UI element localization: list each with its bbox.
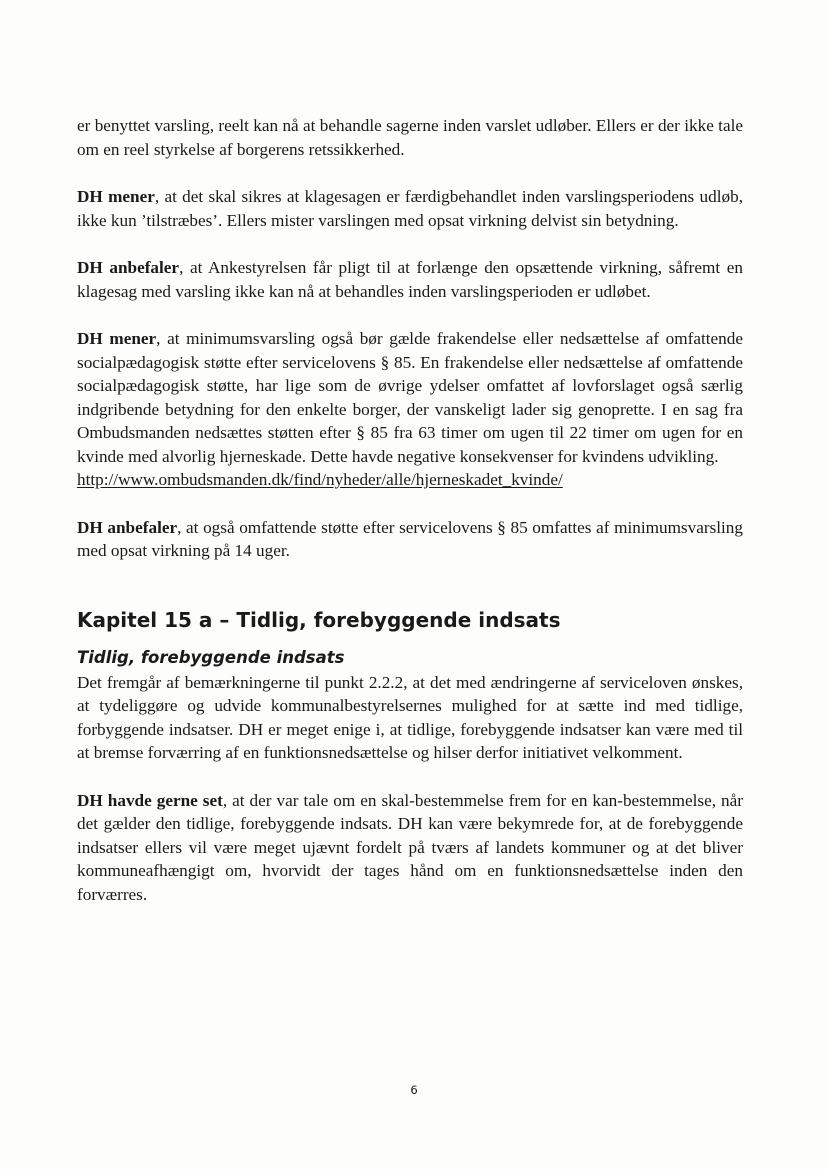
paragraph-lead: DH mener: [77, 329, 157, 348]
paragraph-dh-mener-1: [77, 185, 743, 232]
paragraph-dh-havde-gerne-set: [77, 789, 743, 907]
paragraph-text: , at det skal sikres at klagesagen er færdigbehandlet inden varslingsperiodens udløb, ikke kun ’tilstræbes’. Ellers mister varslingen med opsat virkning delvist sin betydning.: [77, 187, 744, 230]
paragraph-dh-mener-2: [77, 327, 743, 492]
section-heading: Tidlig, forebyggende indsats: [77, 648, 345, 667]
paragraph-continuation: [77, 114, 743, 161]
paragraph-text: , at Ankestyrelsen får pligt til at forlænge den opsættende virkning, såfremt en klagesag med varsling ikke kan nå at behandles inden varslingsperioden er udløbet.: [77, 258, 743, 301]
paragraph-section-intro: [77, 671, 743, 765]
paragraph-text: er benyttet varsling, reelt kan nå at behandle sagerne inden varslet udløber. Ellers er der ikke tale om en reel styrkelse af borgerens retssikkerhed.: [77, 116, 743, 159]
paragraph-dh-anbefaler-1: [77, 256, 743, 303]
chapter-heading: Kapitel 15 a – Tidlig, forebyggende indsats: [77, 607, 561, 632]
ombudsmanden-link[interactable]: http://www.ombudsmanden.dk/find/nyheder/alle/hjerneskadet_kvinde/: [77, 470, 563, 489]
paragraph-text: , at minimumsvarsling også bør gælde frakendelse eller nedsættelse af omfattende socialpædagogisk støtte efter servicelovens § 85. En frakendelse eller nedsættelse af omfattende socialpædagogisk støtte, har lige som de øvrige ydelser omfattet af lovforslaget også særlig indgribende betydning for den enkelte borger, der vanskeligt lader sig genoprette. I en sag fra Ombudsmanden nedsættes støtten efter § 85 fra 63 timer om ugen til 22 timer om ugen for en kvinde med alvorlig hjerneskade. Dette havde negative konsekvenser for kvindens udvikling.: [77, 329, 743, 466]
paragraph-dh-anbefaler-2: [77, 516, 743, 563]
page-content: [77, 114, 743, 930]
paragraph-text: , at også omfattende støtte efter servicelovens § 85 omfattes af minimumsvarsling med opsat virkning på 14 uger.: [77, 517, 743, 560]
paragraph-lead: DH havde gerne set: [77, 790, 223, 810]
paragraph-lead: DH mener: [77, 187, 155, 206]
page-number: 6: [410, 1083, 418, 1097]
paragraph-lead: DH anbefaler: [77, 258, 180, 277]
paragraph-lead: DH anbefaler: [77, 517, 178, 537]
paragraph-text: , at der var tale om en skal-bestemmelse frem for en kan-bestemmelse, når det gælder den tidlige, forebyggende indsats. DH kan være bekymrede for, at de forebyggende indsatser ellers vil være meget ujævnt fordelt på tværs af landets kommuner og at det bliver kommuneafhængigt om, hvorvidt der tages hånd om en funktionsnedsættelse inden den forværres.: [77, 790, 743, 904]
paragraph-text: Det fremgår af bemærkningerne til punkt 2.2.2, at det med ændringerne af serviceloven ønskes, at tydeliggøre og udvide kommunalbestyrelsernes mulighed for at sætte ind med tidlige, forbyggende indsatser. DH er meget enige i, at tidlige, forebyggende indsatser kan være med til at bremse forværring af en funktionsnedsættelse og hilser derfor initiativet velkomment.: [77, 672, 743, 762]
